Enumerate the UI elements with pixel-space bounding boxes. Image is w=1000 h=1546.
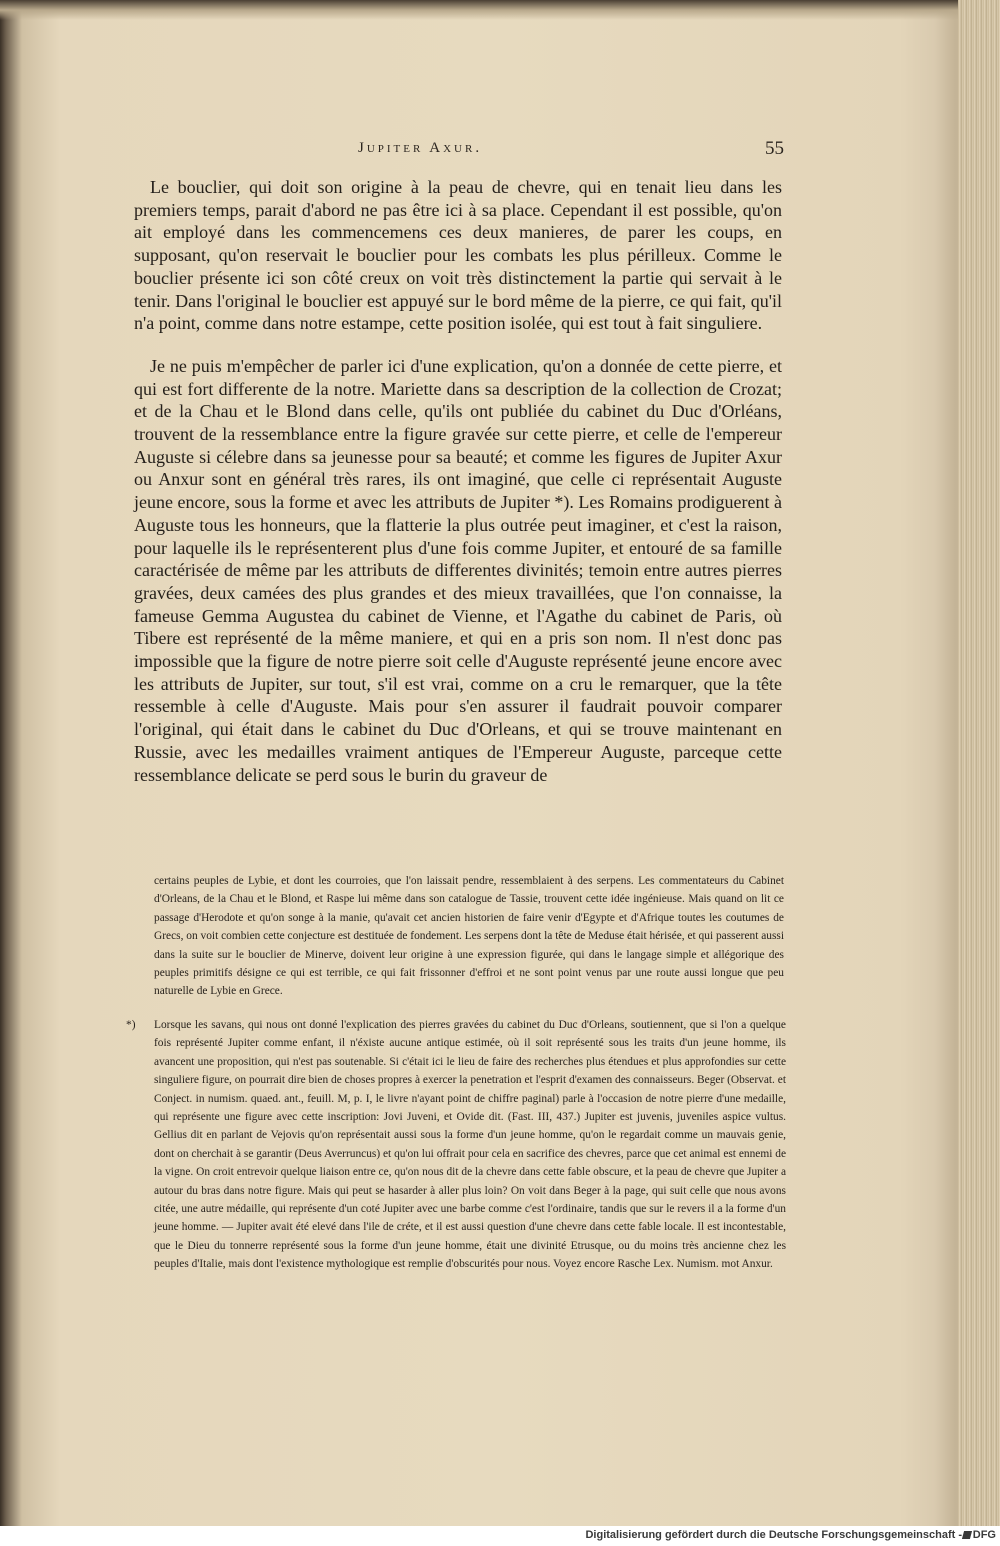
footnote-star-text: Lorsque les savans, qui nous ont donné l'explication des pierres gravées du cabinet du Duc d'Orleans, soutiennent, que si l'on a quelque fois représenté Jupiter comme enfant, il n'éxiste aucune antique estimée, où il soit représenté sous les traits d'un jeune homme, ils avancent une proposition, qui n'est pas soutenable. Si c'était ici le lieu de faire des recherches plus étendues et plus approfondies sur cette singuliere figure, on pourrait dire bien de choses propres à exercer la penetration et l'esprit d'examen des connaisseurs. Beger (Observat. et Conject. in numism. quaed. ant., feuill. M, p. I, le livre n'ayant point de chiffre paginal) parle à l'occasion de notre pierre d'une medaille, qui représente une figure avec cette inscription: Jovi Juveni, et Ovide dit. (Fast. III, 437.) Jupiter est juvenis, juveniles aspice vultus. Gellius dit en parlant de Vejovis qu'on représentait aussi sous la forme d'un jeune homme, qu'on le regardait comme un mauvais genie, dont on cherchait à se garantir (Deus Averruncus) et qu'on lui offrait pour cela en sacrifice des chevres, parce que cet animal est ennemi de la vigne. On croit entrevoir quelque liaison entre ce, qu'on nous dit de la chevre dans cette fable obscure, et la peau de chevre que Jupiter a autour du bras dans notre figure. Mais qui peut se hasarder à aller plus loin? On voit dans Beger à la page, qui suit celle que nous avons citée, une autre médaille, qui représente d'un coté Jupiter avec une barbe comme c'est l'ordinaire, tandis que sur le revers il a la forme d'un jeune homme. — Jupiter avait été elevé dans l'ile de créte, et il est aussi question d'une chevre dans cette fable locale. Il est incontestable, que le Dieu du tonnerre représenté sous la forme d'un jeune homme, était une divinité Etrusque, ou du moins très ancienne chez les peuples d'Italie, mais dont l'existence mythologique est remplie d'obscurités pour nous. Voyez encore Rasche Lex. Numism. mot Anxur. — [154, 1019, 786, 1271]
dfg-logo — [963, 1529, 996, 1541]
dfg-logo-text: DFG — [972, 1529, 996, 1541]
main-text — [134, 176, 782, 786]
page-top-shadow — [0, 0, 1000, 20]
paragraph-2: Je ne puis m'empêcher de parler ici d'une explication, qu'on a donnée de cette pierre, et qui est fort differente de la notre. Mariette dans sa description de la collection de Crozat; et de la Chau et le Blond dans celle, qu'ils ont publiée du cabinet du Duc d'Orléans, trouvent de la ressemblance entre la figure gravée sur cette pierre, et celle de l'empereur Auguste si célebre dans sa jeunesse pour sa beauté; et comme les figures de Jupiter Axur ou Anxur sont en général très rares, ils ont imaginé, que celle ci représentait Auguste jeune encore, sous la forme et avec les attributs de Jupiter *). Les Romains prodiguerent à Auguste tous les honneurs, que la flatterie la plus outrée peut imaginer, et c'est la raison, pour laquelle ils le représenterent plus d'une fois comme Jupiter, et entouré de sa famille caractérisée de même par les attributs de differentes divinités; temoin entre autres pierres gravées, deux camées des plus grandes et des mieux travaillées, que l'on connaisse, la fameuse Gemma Augustea du cabinet de Vienne, et l'Agathe du cabinet de Paris, où Tibere est représenté de la même maniere, et qui en a pris son nom. Il n'est donc pas impossible que la figure de notre pierre soit celle d'Auguste représenté jeune encore avec les attributs de Jupiter, sur tout, s'il est vrai, comme on a cru le remarquer, que la tête ressemble à celle d'Auguste. Mais pour s'en assurer il faudrait pouvoir comparer l'original, qui était dans le cabinet du Duc d'Orleans, et qui se trouve maintenant en Russie, avec les medailles vraiment antiques de l'Empereur Auguste, parceque cette ressemblance delicate se perd sous le burin du graveur de — [134, 355, 782, 785]
running-title: Jupiter Axur. — [358, 140, 483, 156]
dfg-logo-icon — [962, 1531, 972, 1539]
page-header — [136, 138, 784, 168]
funding-credit: Digitalisierung gefördert durch die Deutsche Forschungsgemeinschaft - — [585, 1529, 962, 1541]
footnote-marker: *) — [126, 1019, 136, 1031]
footnote-continuation: certains peuples de Lybie, et dont les courroies, que l'on laissait pendre, ressemblaient à des serpens. Les commentateurs du Cabinet d'Orleans, de la Chau et le Blond, et Raspe lui même dans son catalogue de Tassie, trouvent cette idée ingénieuse. Mais quand on lit ce passage d'Herodote et qu'on songe à la manie, qu'avait cet ancien historien de faire venir d'Egypte et d'Afrique toutes les coutumes de Grecs, on voit combien cette conjecture est destituée de fondement. Les serpens dont la tête de Meduse était hérisée, et qui passerent aussi dans la suite sur le bouclier de Minerve, doivent leur origine à une expression figurée, qui dans le langage simple et allégorique des peuples primitifs désigne ce qui est terrible, ce qui fait frissonner d'effroi et ne sont point venus par une route aussi longue que peu naturelle de Lybie en Grece. — [154, 875, 784, 998]
page-edges — [958, 0, 1000, 1526]
footnote-star — [126, 1016, 786, 1274]
paragraph-1: Le bouclier, qui doit son origine à la peau de chevre, qui en tenait lieu dans les premiers temps, parait d'abord ne pas être ici à sa place. Cependant il est possible, qu'on ait employé dans les commencemens ces deux manieres, de parer les coups, en supposant, qu'on reservait le bouclier pour les combats les plus périlleux. Comme le bouclier présente ici son côté creux on voit très distinctement la partie qui servait à le tenir. Dans l'original le bouclier est appuyé sur le bord même de la pierre, ce qui fait, qu'il n'a point, comme dans notre estampe, cette position isolée, qui est tout à fait singuliere. — [134, 177, 782, 334]
digitization-footer — [0, 1526, 1000, 1546]
page-number: 55 — [765, 138, 784, 159]
